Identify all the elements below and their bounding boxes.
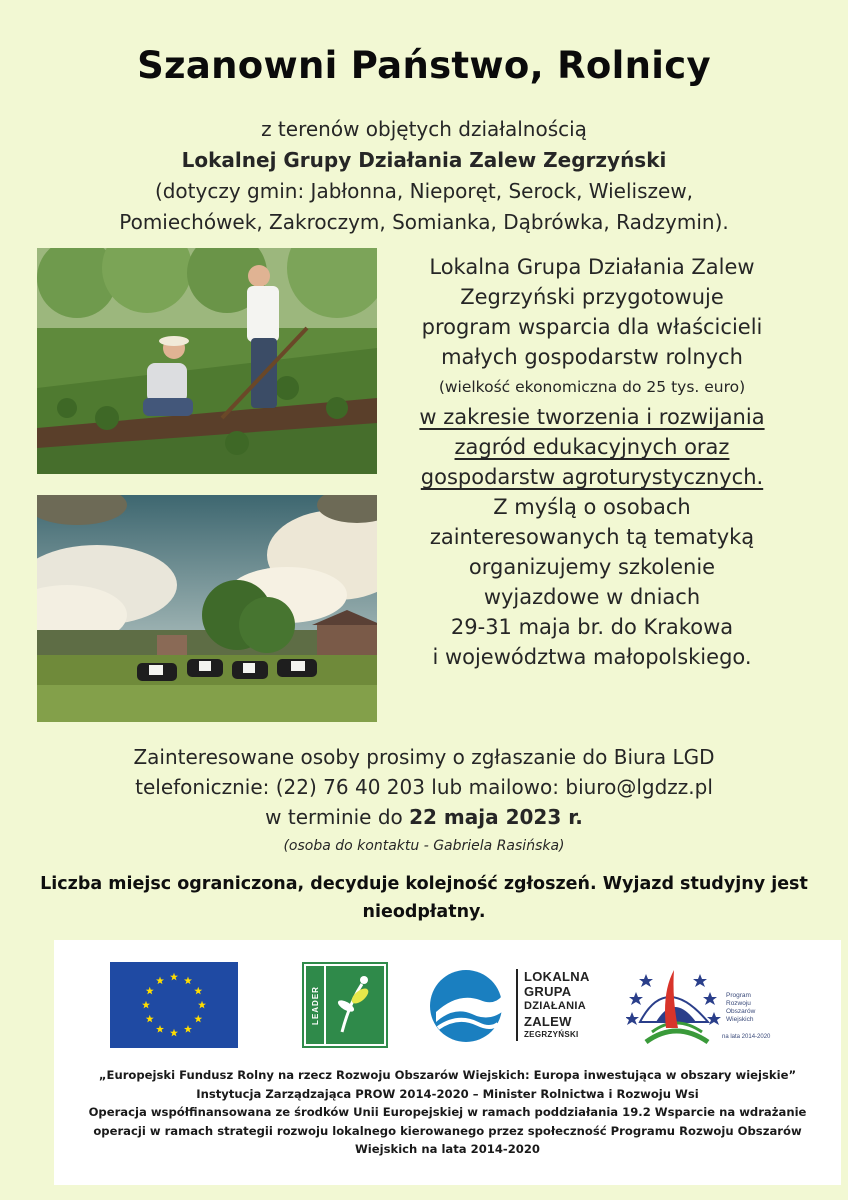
contact-line-1: Zainteresowane osoby prosimy o zgłaszanie do Biura LGD	[133, 745, 715, 769]
side-line: i województwa małopolskiego.	[432, 645, 752, 669]
side-line: Zegrzyński przygotowuje	[460, 285, 724, 309]
side-line: Z myślą o osobach	[493, 495, 691, 519]
contact-line-2: telefonicznie: (22) 76 40 203 lub mailowo: biuro@lgdzz.pl	[135, 775, 713, 799]
program-description	[394, 252, 790, 672]
funding-line: Operacja współfinansowana ze środków Unii Europejskiej w ramach poddziałania 19.2 Wsparcie na wdrażanie	[88, 1105, 807, 1119]
side-line-economic-size: (wielkość ekonomiczna do 25 tys. euro)	[438, 378, 746, 396]
side-line: zainteresowanych tą tematyką	[429, 525, 755, 549]
contact-info	[0, 742, 848, 860]
photo-cows	[37, 495, 377, 722]
funding-line: „Europejski Fundusz Rolny na rzecz Rozwoju Obszarów Wiejskich: Europa inwestująca w obszary wiejskie”	[98, 1068, 797, 1082]
leader-logo-icon	[302, 962, 388, 1048]
funding-statement	[54, 1066, 841, 1159]
side-line: program wsparcia dla właścicieli	[421, 315, 763, 339]
side-line-underlined: zagród edukacyjnych oraz	[454, 435, 730, 459]
prow-logo: Program Rozwoju Obszarów Wiejskich na lata 2014-2020	[626, 962, 766, 1048]
leader-text: LEADER	[310, 985, 320, 1025]
limited-places-notice: Liczba miejsc ograniczona, decyduje kolejność zgłoszeń. Wyjazd studyjny jest nieodpłatny.	[40, 874, 808, 922]
eu-flag-icon	[110, 962, 238, 1048]
side-line: Lokalna Grupa Działania Zalew	[429, 255, 755, 279]
deadline-date: 22 maja 2023 r.	[409, 805, 583, 829]
intro-line-3: (dotyczy gmin: Jabłonna, Nieporęt, Serock, Wieliszew,	[154, 179, 694, 203]
intro-line-1: z terenów objętych działalnością	[261, 117, 587, 141]
side-line-dates: 29-31 maja br. do Krakowa	[450, 615, 734, 639]
funding-line: Wiejskich na lata 2014-2020	[354, 1142, 540, 1156]
intro-line-2: Lokalnej Grupy Działania Zalew Zegrzyński	[181, 148, 667, 172]
funding-line: Instytucja Zarządzająca PROW 2014-2020 – Minister Rolnictwa i Rozwoju Wsi	[196, 1086, 699, 1101]
photo-farmers	[37, 248, 377, 474]
intro-line-4: Pomiechówek, Zakroczym, Somianka, Dąbrówka, Radzymin).	[119, 210, 729, 234]
side-line: wyjazdowe w dniach	[483, 585, 701, 609]
side-line: małych gospodarstw rolnych	[441, 345, 743, 369]
side-line: organizujemy szkolenie	[468, 555, 716, 579]
footer-panel	[54, 940, 841, 1185]
contact-person: (osoba do kontaktu - Gabriela Rasińska)	[283, 838, 565, 854]
funding-line: operacji w ramach strategii rozwoju lokalnego kierowanego przez społeczność Programu Rozwoju Obszarów	[93, 1123, 802, 1138]
prow-emblem-icon	[626, 962, 722, 1048]
side-line-underlined: w zakresie tworzenia i rozwijania	[419, 405, 765, 429]
contact-deadline: w terminie do 22 maja 2023 r.	[265, 805, 583, 829]
lgd-wave-icon	[428, 966, 508, 1046]
lgd-logo: LOKALNA GRUPA DZIAŁANIA ZALEW ZEGRZYŃSKI	[428, 966, 598, 1046]
side-line-underlined: gospodarstw agroturystycznych.	[420, 465, 764, 489]
intro-text	[0, 114, 848, 238]
page-title: Szanowni Państwo, Rolnicy	[137, 44, 711, 87]
